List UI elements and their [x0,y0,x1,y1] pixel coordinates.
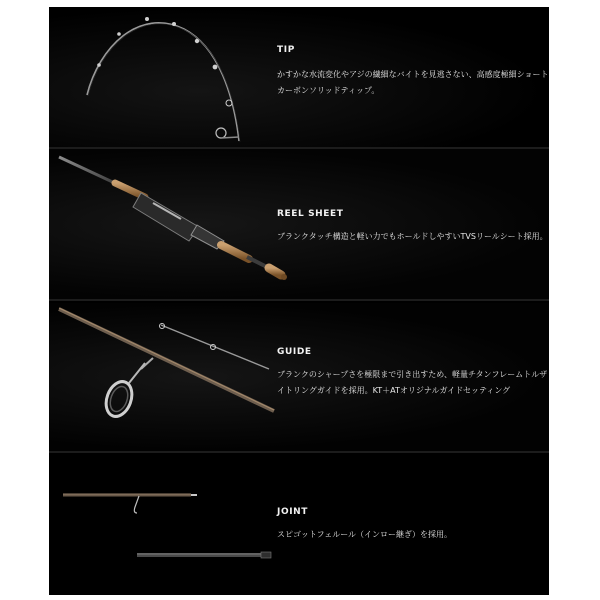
section-divider [49,299,549,301]
tip-description [277,67,549,99]
joint-title: JOINT [277,507,309,517]
joint-image [49,455,549,595]
product-feature-frame [49,7,549,595]
guide-description [277,367,547,399]
guide-title: GUIDE [277,347,312,357]
reel-sheet-title: REEL SHEET [277,209,344,219]
reel-seat-image [49,149,549,299]
tip-description-line: かすかな水流変化やアジの繊細なバイトを見逃さない、高感度極細ショート [277,70,549,79]
reel-sheet-description [277,229,548,245]
reel-sheet-description-line: ブランクタッチ構造と軽い力でもホールドしやすいTVSリールシート採用。 [277,232,548,241]
section-divider [49,451,549,453]
feature-reel-sheet [49,149,549,299]
joint-description-line: スピゴットフェルール（インロー継ぎ）を採用。 [277,530,453,539]
feature-tip [49,7,549,147]
guide-description-line: ブランクのシャープさを極限まで引き出すため、軽量チタンフレームトルザ [277,370,548,379]
tip-title: TIP [277,45,295,55]
feature-guide [49,303,549,451]
tip-description-line: カーボンソリッドティップ。 [277,86,380,95]
feature-joint [49,455,549,595]
joint-description [277,527,452,543]
guide-description-line: イトリングガイドを採用。KT＋ATオリジナルガイドセッティング [277,386,511,395]
